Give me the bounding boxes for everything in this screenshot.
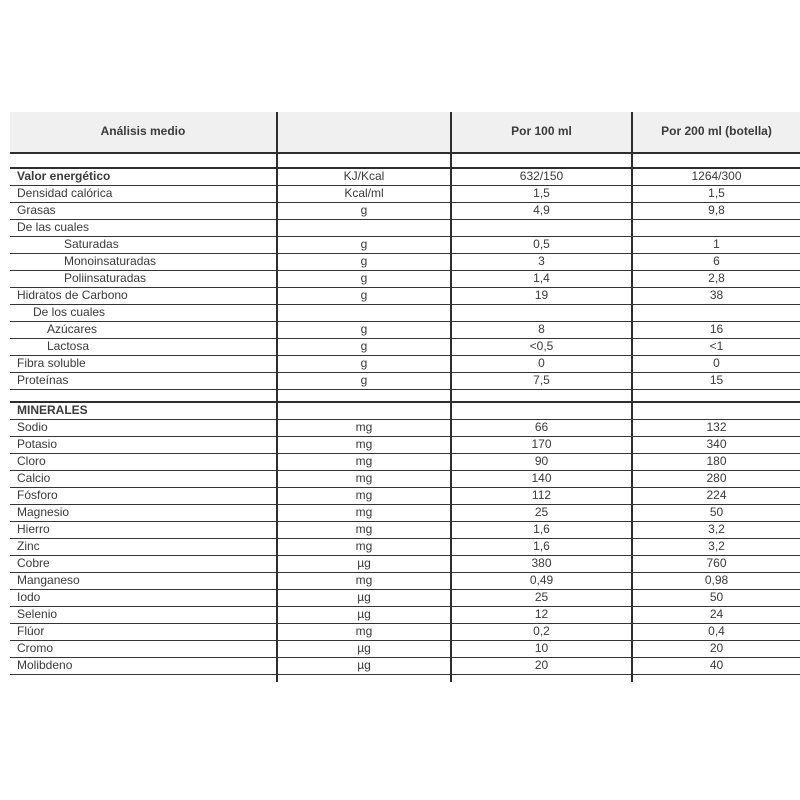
row-label: Iodo — [10, 590, 278, 606]
row-unit: mg — [278, 522, 452, 538]
table-row — [10, 488, 800, 505]
row-label: Poliinsaturadas — [10, 271, 278, 287]
table-row — [10, 505, 800, 522]
row-label: Flúor — [10, 624, 278, 640]
row-unit: mg — [278, 488, 452, 504]
row-unit: KJ/Kcal — [278, 169, 452, 185]
row-unit: mg — [278, 539, 452, 555]
row-value-per-100ml: 380 — [452, 556, 633, 572]
row-value-per-200ml: 40 — [709, 658, 724, 672]
row-label: Fibra soluble — [10, 356, 278, 372]
table-row — [10, 573, 800, 590]
row-value-per-100ml: 12 — [452, 607, 633, 623]
row-value-per-100ml: 112 — [452, 488, 633, 504]
row-value-per-100ml — [452, 154, 633, 167]
stub-cell — [633, 675, 800, 682]
row-value-per-100ml: 1,4 — [452, 271, 633, 287]
row-label: Cromo — [10, 641, 278, 657]
row-label: Zinc — [10, 539, 278, 555]
row-value-per-100ml: 0 — [452, 356, 633, 372]
row-value-per-200ml — [633, 390, 800, 401]
row-value-per-200ml: 9,8 — [708, 203, 725, 217]
row-value-per-200ml: 0,98 — [704, 573, 729, 587]
nutrition-table — [10, 112, 800, 682]
row-unit: g — [278, 322, 452, 338]
table-row — [10, 641, 800, 658]
row-unit: g — [278, 373, 452, 389]
row-label: Saturadas — [10, 237, 278, 253]
row-unit — [278, 305, 452, 321]
row-unit: Kcal/ml — [278, 186, 452, 202]
table-row — [10, 288, 800, 305]
row-label: Azúcares — [10, 322, 278, 338]
row-unit: g — [278, 203, 452, 219]
row-unit: mg — [278, 420, 452, 436]
table-row — [10, 322, 800, 339]
table-row — [10, 356, 800, 373]
row-label: Hidratos de Carbono — [10, 288, 278, 304]
table-row — [10, 271, 800, 288]
spacer-row — [10, 154, 800, 169]
row-unit: g — [278, 288, 452, 304]
table-row — [10, 624, 800, 641]
row-value-per-100ml: 1,5 — [452, 186, 633, 202]
row-unit: g — [278, 254, 452, 270]
row-label: Hierro — [10, 522, 278, 538]
row-value-per-100ml: 8 — [452, 322, 633, 338]
row-label: Densidad calórica — [10, 186, 278, 202]
row-value-per-200ml: 3,2 — [708, 539, 725, 553]
row-value-per-100ml — [452, 220, 633, 236]
row-label: Sodio — [10, 420, 278, 436]
table-row — [10, 454, 800, 471]
row-value-per-100ml: 0,5 — [452, 237, 633, 253]
table-row — [10, 522, 800, 539]
stub-cell — [452, 675, 633, 682]
row-value-per-100ml — [452, 403, 633, 419]
row-value-per-200ml: <1 — [709, 339, 724, 353]
table-row — [10, 220, 800, 237]
row-unit: µg — [278, 658, 452, 674]
table-row — [10, 373, 800, 390]
row-value-per-100ml: <0,5 — [452, 339, 633, 355]
row-unit: µg — [278, 607, 452, 623]
row-value-per-100ml: 10 — [452, 641, 633, 657]
header-per-100ml-label: Por 100 ml — [452, 112, 633, 152]
row-value-per-200ml: 50 — [709, 505, 724, 519]
row-unit: mg — [278, 505, 452, 521]
row-value-per-200ml: 760 — [706, 556, 727, 570]
row-label: Molibdeno — [10, 658, 278, 674]
row-label: MINERALES — [10, 403, 278, 419]
table-row — [10, 203, 800, 220]
row-label: Monoinsaturadas — [10, 254, 278, 270]
row-value-per-200ml: 1,5 — [708, 186, 725, 200]
row-unit — [278, 403, 452, 419]
row-label — [10, 390, 278, 401]
table-header-row — [10, 112, 800, 154]
table-row — [10, 403, 800, 420]
row-value-per-100ml: 19 — [452, 288, 633, 304]
row-value-per-200ml — [633, 220, 800, 236]
row-label: Potasio — [10, 437, 278, 453]
table-row — [10, 471, 800, 488]
row-value-per-200ml: 50 — [709, 590, 724, 604]
row-value-per-200ml: 2,8 — [708, 271, 725, 285]
stub-cell — [278, 675, 452, 682]
table-row — [10, 556, 800, 573]
stub-cell — [10, 675, 278, 682]
row-unit — [278, 154, 452, 167]
row-value-per-200ml: 0 — [713, 356, 720, 370]
row-value-per-200ml: 132 — [706, 420, 727, 434]
row-label: Valor energético — [10, 169, 278, 185]
row-label: Magnesio — [10, 505, 278, 521]
row-unit: µg — [278, 556, 452, 572]
row-unit: g — [278, 271, 452, 287]
row-label: Grasas — [10, 203, 278, 219]
row-unit: mg — [278, 624, 452, 640]
row-value-per-100ml: 25 — [452, 590, 633, 606]
row-label: Calcio — [10, 471, 278, 487]
row-value-per-200ml: 280 — [706, 471, 727, 485]
row-value-per-100ml: 90 — [452, 454, 633, 470]
row-value-per-200ml: 0,4 — [708, 624, 725, 638]
header-analysis-label: Análisis medio — [10, 112, 278, 152]
row-value-per-100ml — [452, 390, 633, 401]
row-value-per-100ml: 20 — [452, 658, 633, 674]
row-value-per-100ml: 1,6 — [452, 522, 633, 538]
row-value-per-100ml: 0,2 — [452, 624, 633, 640]
row-unit: g — [278, 356, 452, 372]
row-value-per-100ml: 25 — [452, 505, 633, 521]
row-value-per-200ml: 224 — [706, 488, 727, 502]
row-unit: µg — [278, 641, 452, 657]
row-value-per-200ml: 38 — [709, 288, 724, 302]
row-value-per-200ml: 6 — [713, 254, 720, 268]
row-value-per-100ml: 0,49 — [452, 573, 633, 589]
table-bottom-stub — [10, 675, 800, 682]
table-row — [10, 658, 800, 675]
row-value-per-200ml: 15 — [709, 373, 724, 387]
row-unit — [278, 390, 452, 401]
row-unit: mg — [278, 454, 452, 470]
row-value-per-200ml — [633, 403, 800, 419]
row-value-per-100ml: 66 — [452, 420, 633, 436]
row-value-per-100ml: 3 — [452, 254, 633, 270]
table-row — [10, 339, 800, 356]
table-row — [10, 186, 800, 203]
row-label: De los cuales — [10, 305, 278, 321]
row-value-per-200ml: 3,2 — [708, 522, 725, 536]
row-unit: mg — [278, 573, 452, 589]
table-row — [10, 437, 800, 454]
row-unit: g — [278, 339, 452, 355]
table-row — [10, 254, 800, 271]
row-label — [10, 154, 278, 167]
table-row — [10, 305, 800, 322]
header-per-200ml-label: Por 200 ml (botella) — [661, 124, 772, 138]
row-value-per-200ml: 340 — [706, 437, 727, 451]
row-value-per-200ml — [633, 305, 800, 321]
row-value-per-100ml: 632/150 — [452, 169, 633, 185]
row-value-per-200ml: 1 — [713, 237, 720, 251]
row-label: De las cuales — [10, 220, 278, 236]
row-unit: mg — [278, 437, 452, 453]
row-unit: g — [278, 237, 452, 253]
spacer-row — [10, 390, 800, 403]
row-unit — [278, 220, 452, 236]
row-label: Cloro — [10, 454, 278, 470]
row-value-per-200ml: 180 — [706, 454, 727, 468]
row-label: Lactosa — [10, 339, 278, 355]
table-body — [10, 154, 800, 675]
header-unit-column-empty — [278, 112, 452, 152]
table-row — [10, 539, 800, 556]
row-value-per-100ml — [452, 305, 633, 321]
table-row — [10, 607, 800, 624]
row-value-per-200ml: 20 — [709, 641, 724, 655]
table-row — [10, 169, 800, 186]
row-unit: µg — [278, 590, 452, 606]
row-value-per-200ml: 1264/300 — [691, 169, 742, 183]
table-row — [10, 237, 800, 254]
row-value-per-200ml: 24 — [709, 607, 724, 621]
row-unit: mg — [278, 471, 452, 487]
row-label: Cobre — [10, 556, 278, 572]
row-value-per-100ml: 7,5 — [452, 373, 633, 389]
row-value-per-200ml: 16 — [709, 322, 724, 336]
row-value-per-200ml — [633, 154, 800, 167]
row-label: Selenio — [10, 607, 278, 623]
row-value-per-100ml: 170 — [452, 437, 633, 453]
row-label: Fósforo — [10, 488, 278, 504]
table-row — [10, 590, 800, 607]
table-row — [10, 420, 800, 437]
row-value-per-100ml: 1,6 — [452, 539, 633, 555]
row-label: Manganeso — [10, 573, 278, 589]
row-label: Proteínas — [10, 373, 278, 389]
row-value-per-100ml: 4,9 — [452, 203, 633, 219]
row-value-per-100ml: 140 — [452, 471, 633, 487]
